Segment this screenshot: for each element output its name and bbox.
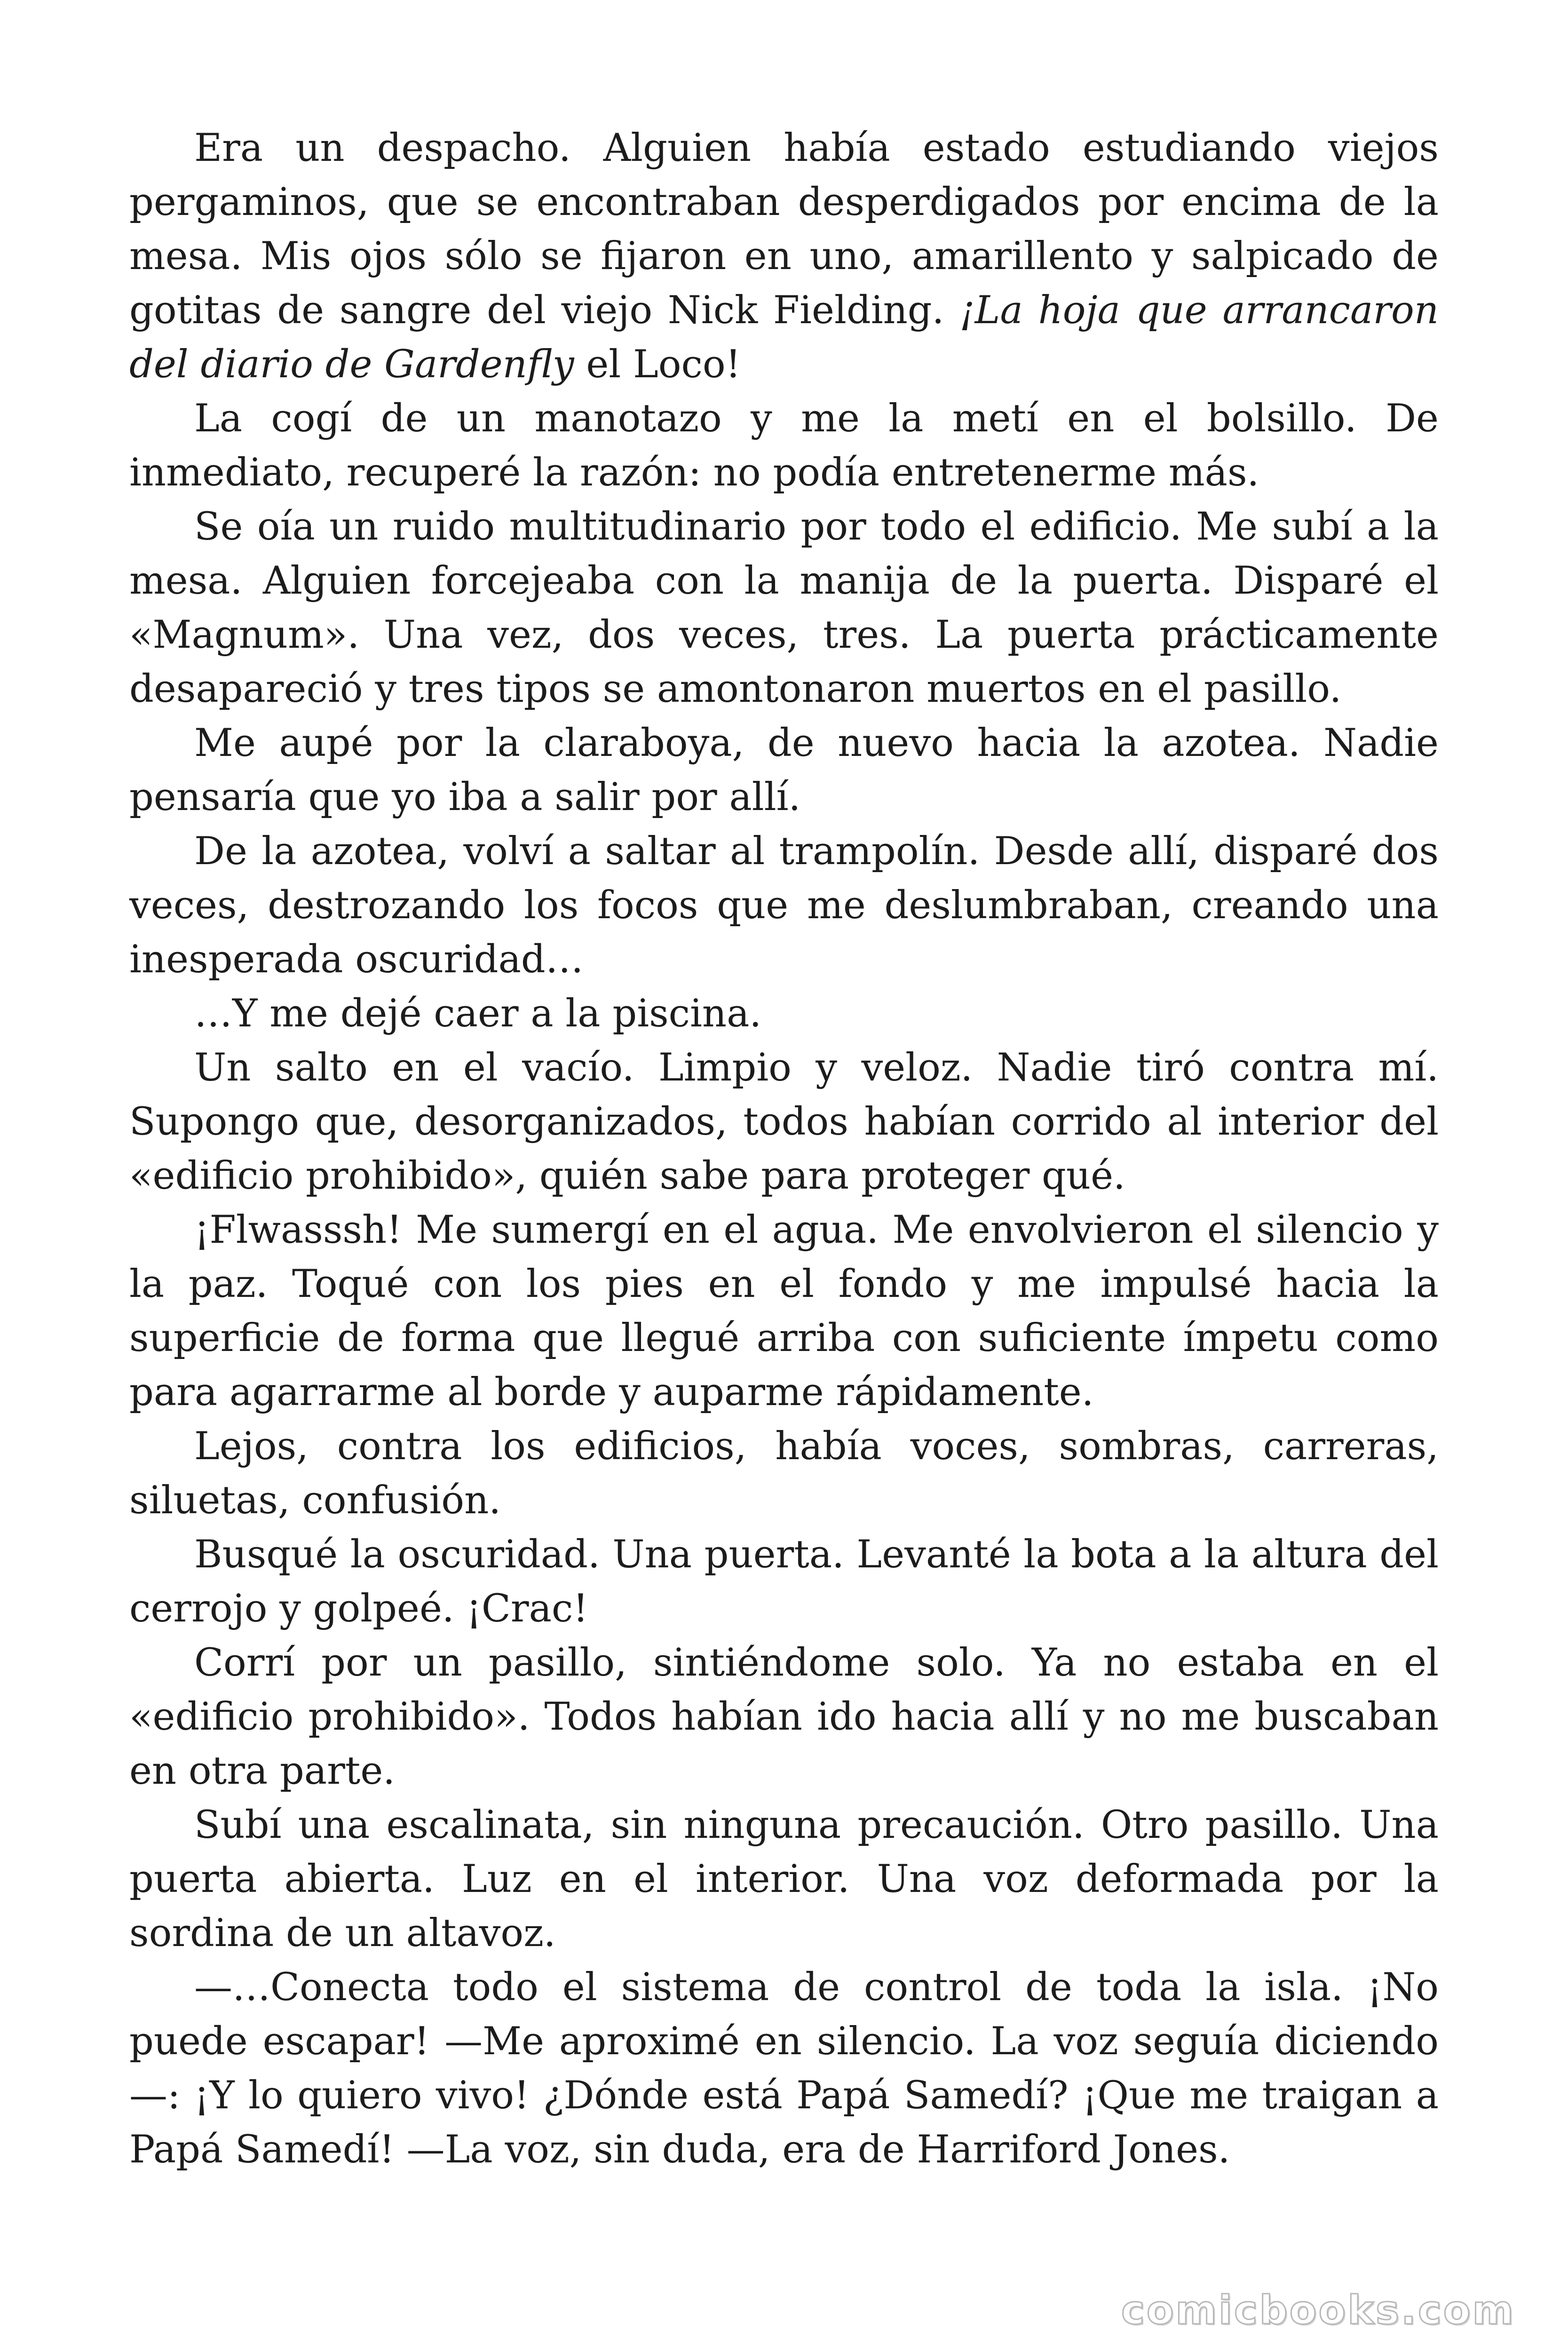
text-run: Era un despacho. Alguien había estado estudiando viejos pergaminos, que se encontraban desperdigados por encima de la mesa. Mis ojos sólo se fijaron en uno, amarillento y salpicado de gotitas de sangre del viejo Nick Fielding.	[129, 126, 1439, 333]
paragraph	[129, 1798, 1439, 1961]
paragraph	[129, 121, 1439, 392]
paragraph	[129, 500, 1439, 716]
body-text	[129, 121, 1439, 2177]
paragraph	[129, 1420, 1439, 1528]
text-run: Se oía un ruido multitudinario por todo el edificio. Me subí a la mesa. Alguien forcejeaba con la manija de la puerta. Disparé el «Magnum». Una vez, dos veces, tres. La puerta prácticamente desapareció y tres tipos se amontonaron muertos en el pasillo.	[129, 505, 1439, 711]
paragraph	[129, 716, 1439, 825]
italic-text: ¡La hoja que arrancaron del diario de Gardenfly	[129, 288, 1439, 387]
text-run: Busqué la oscuridad. Una puerta. Levanté la bota a la altura del cerrojo y golpeé. ¡Crac!	[129, 1533, 1439, 1631]
paragraph	[129, 392, 1439, 500]
text-run: Lejos, contra los edificios, había voces, sombras, carreras, siluetas, confusión.	[129, 1424, 1439, 1523]
watermark-logo: comicbooks.com	[1121, 2287, 1515, 2333]
paragraph	[129, 1961, 1439, 2177]
text-run: Me aupé por la claraboya, de nuevo hacia la azotea. Nadie pensaría que yo iba a salir por allí.	[129, 721, 1439, 819]
paragraph	[129, 987, 1439, 1041]
paragraph	[129, 1041, 1439, 1203]
text-run: De la azotea, volví a saltar al trampolín. Desde allí, disparé dos veces, destrozando los focos que me deslumbraban, creando una inesperada oscuridad…	[129, 829, 1439, 982]
text-run: —…Conecta todo el sistema de control de toda la isla. ¡No puede escapar! —Me aproximé en silencio. La voz seguía diciendo —: ¡Y lo quiero vivo! ¿Dónde está Papá Samedí? ¡Que me traigan a Papá Samedí! —La voz, sin duda, era de Harriford Jones.	[129, 1965, 1439, 2172]
paragraph	[129, 825, 1439, 987]
text-run: Subí una escalinata, sin ninguna precaución. Otro pasillo. Una puerta abierta. Luz en el interior. Una voz deformada por la sordina de un altavoz.	[129, 1803, 1439, 1955]
paragraph	[129, 1528, 1439, 1636]
paragraph	[129, 1636, 1439, 1798]
text-run: La cogí de un manotazo y me la metí en el bolsillo. De inmediato, recuperé la razón: no podía entretenerme más.	[129, 397, 1439, 495]
text-run: Corrí por un pasillo, sintiéndome solo. Ya no estaba en el «edificio prohibido». Todos habían ido hacia allí y no me buscaban en otra parte.	[129, 1641, 1439, 1793]
text-run: ¡Flwasssh! Me sumergí en el agua. Me envolvieron el silencio y la paz. Toqué con los pies en el fondo y me impulsé hacia la superficie de forma que llegué arriba con suficiente ímpetu como para agarrarme al borde y auparme rápidamente.	[129, 1208, 1439, 1414]
text-run: el Loco!	[574, 342, 741, 387]
text-run: …Y me dejé caer a la piscina.	[194, 992, 762, 1036]
paragraph	[129, 1203, 1439, 1420]
text-run: Un salto en el vacío. Limpio y veloz. Nadie tiró contra mí. Supongo que, desorganizados, todos habían corrido al interior del «edificio prohibido», quién sabe para proteger qué.	[129, 1046, 1439, 1198]
